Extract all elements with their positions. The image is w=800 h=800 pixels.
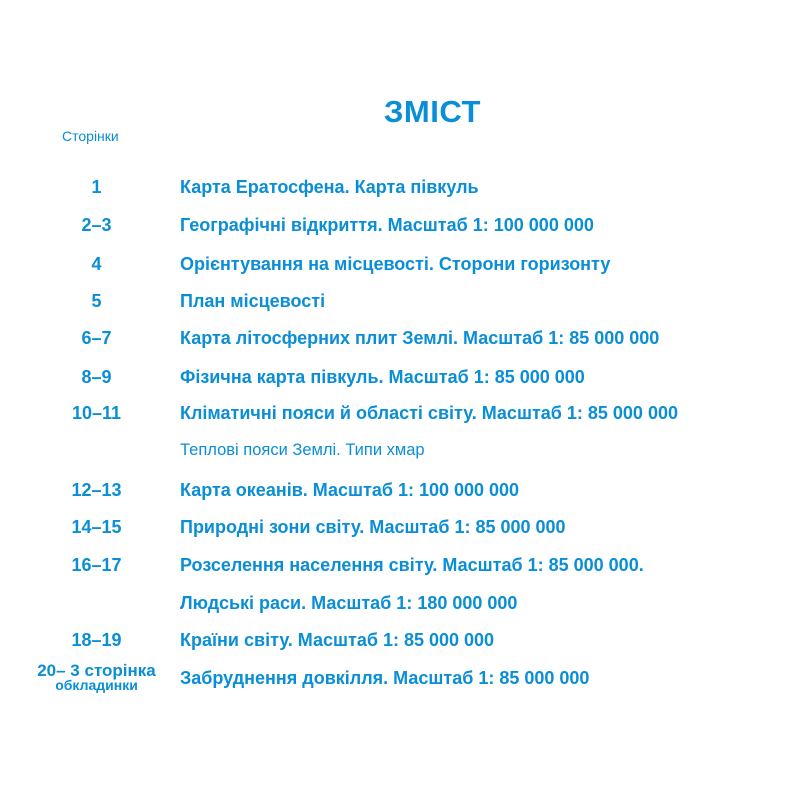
toc-page-number: 6–7 — [81, 328, 112, 348]
toc-page-number: 5 — [91, 291, 102, 311]
toc-entry-subtext: Теплові пояси Землі. Типи хмар — [180, 441, 425, 459]
page-title: ЗМІСТ — [384, 94, 481, 129]
toc-page-number-line2: обкладинки — [55, 677, 138, 693]
toc-page-number-line1: 20– 3 сторінка — [37, 661, 156, 680]
toc-page-number: 12–13 — [71, 480, 122, 500]
toc-entry-text: Розселення населення світу. Масштаб 1: 85 000 000. — [180, 555, 644, 575]
toc-row — [0, 249, 800, 279]
toc-row — [0, 323, 800, 353]
toc-row — [0, 286, 800, 316]
toc-row — [0, 362, 800, 392]
toc-page-number: 16–17 — [71, 555, 122, 575]
toc-entry-text: Карта літосферних плит Землі. Масштаб 1: 85 000 000 — [180, 328, 660, 348]
toc-row — [0, 663, 800, 693]
toc-entry-text: Фізична карта півкуль. Масштаб 1: 85 000 000 — [180, 367, 585, 387]
toc-row — [0, 398, 800, 428]
toc-page-number: 2–3 — [81, 215, 112, 235]
toc-entry-text: Природні зони світу. Масштаб 1: 85 000 000 — [180, 517, 566, 537]
toc-entry-text: План місцевості — [180, 291, 326, 311]
toc-entry-text: Людські раси. Масштаб 1: 180 000 000 — [180, 593, 518, 613]
toc-page-number: 10–11 — [71, 403, 122, 423]
toc-entry-text: Орієнтування на місцевості. Сторони горизонту — [180, 254, 611, 274]
toc-row — [0, 475, 800, 505]
toc-entry-text: Кліматичні пояси й області світу. Масштаб 1: 85 000 000 — [180, 403, 678, 423]
toc-entry-text: Карта океанів. Масштаб 1: 100 000 000 — [180, 480, 520, 500]
toc-entry-text: Країни світу. Масштаб 1: 85 000 000 — [180, 630, 495, 650]
toc-entry-text: Карта Ератосфена. Карта півкуль — [180, 177, 479, 197]
toc-entry-text: Забруднення довкілля. Масштаб 1: 85 000 000 — [180, 668, 590, 688]
toc-row — [0, 210, 800, 240]
toc-row — [0, 550, 800, 580]
toc-page-number: 18–19 — [71, 630, 122, 650]
toc-entry-text: Географічні відкриття. Масштаб 1: 100 000 000 — [180, 215, 594, 235]
toc-row — [0, 625, 800, 655]
toc-page-number: 4 — [91, 254, 102, 274]
toc-row — [0, 512, 800, 542]
toc-row — [0, 435, 800, 465]
pages-column-header: Сторінки — [62, 128, 119, 144]
toc-page-number — [0, 663, 193, 693]
toc-page-number: 1 — [91, 177, 102, 197]
toc-page-number: 8–9 — [81, 367, 112, 387]
toc-row — [0, 588, 800, 618]
toc-row — [0, 172, 800, 202]
toc-page-number: 14–15 — [71, 517, 122, 537]
